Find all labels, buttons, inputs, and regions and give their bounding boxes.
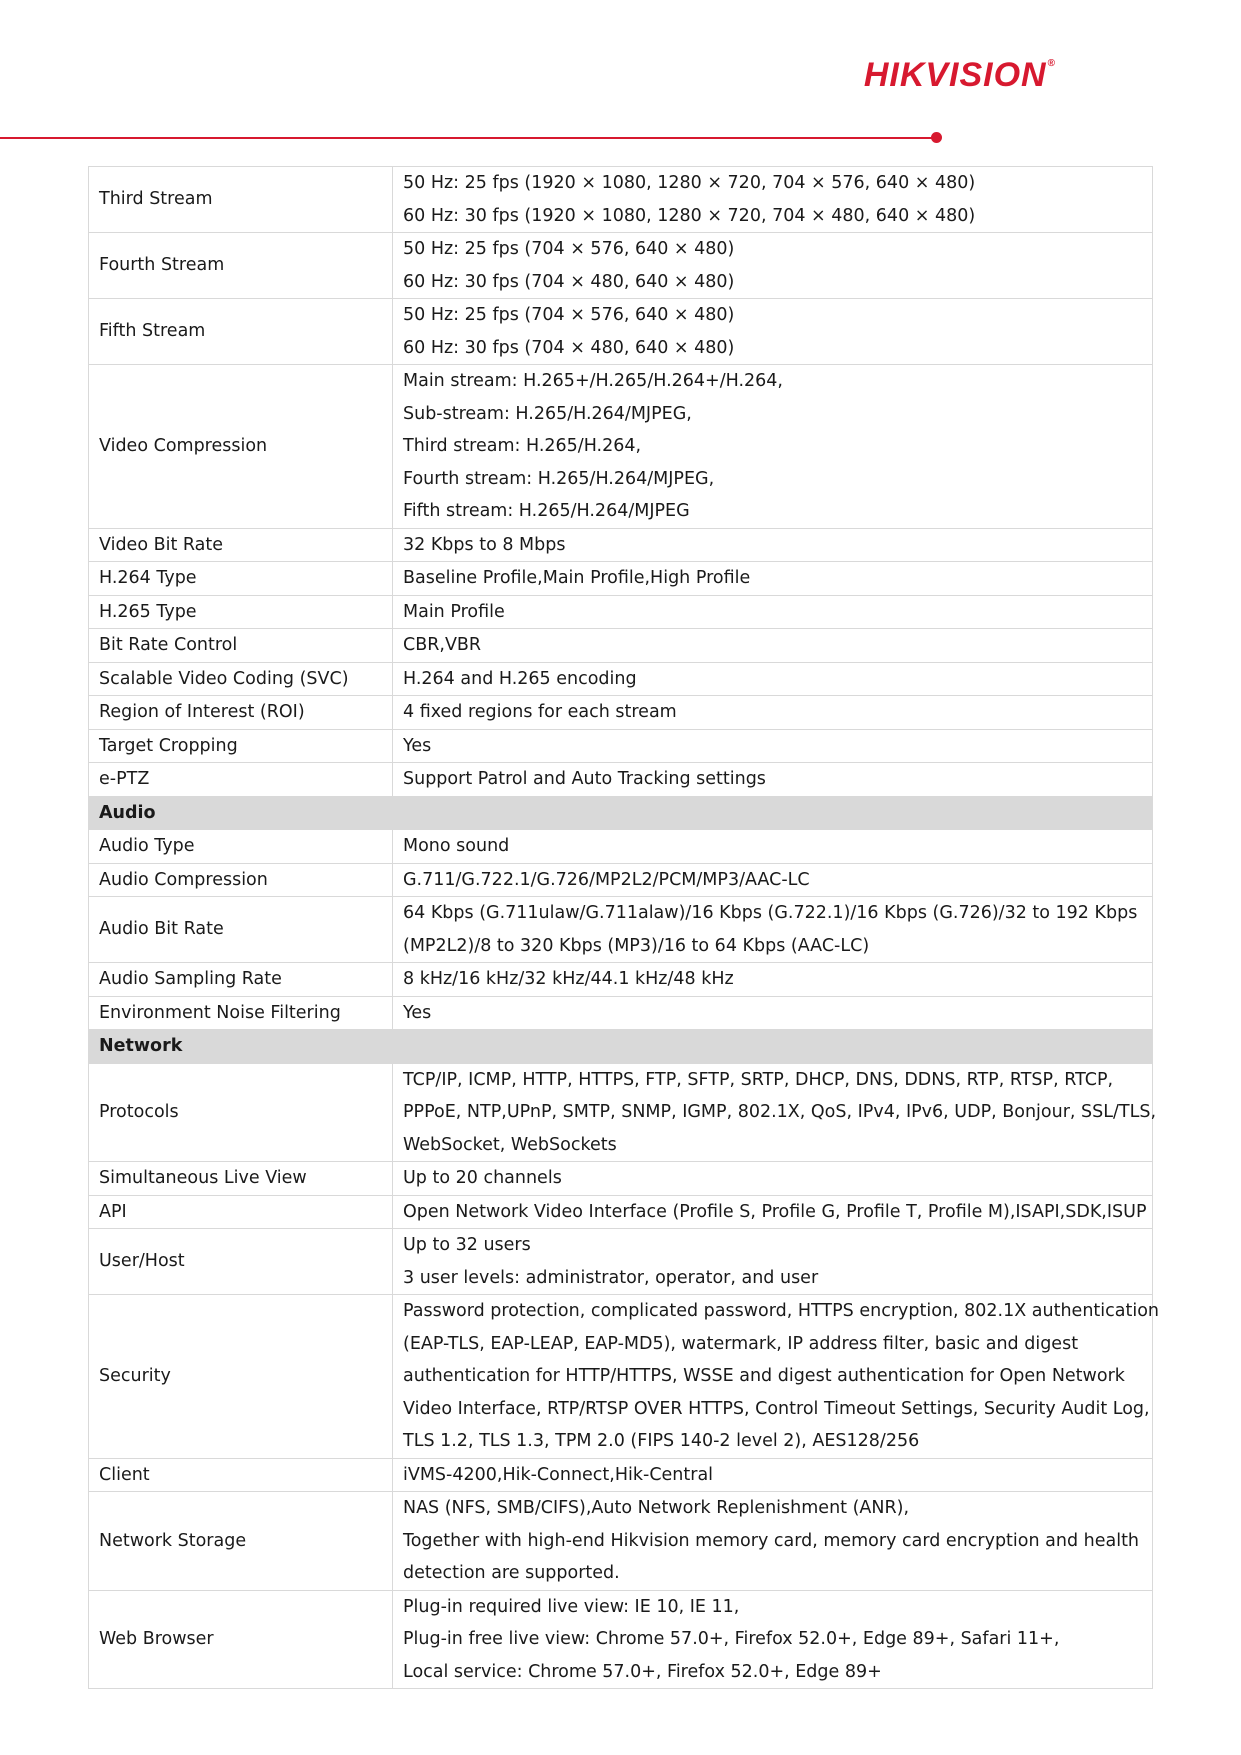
spec-row: [89, 629, 1153, 663]
spec-value: [393, 1492, 1153, 1591]
spec-row: [89, 299, 1153, 365]
spec-row: [89, 963, 1153, 997]
section-title: Audio: [89, 796, 1153, 830]
spec-row: [89, 233, 1153, 299]
spec-row: [89, 1295, 1153, 1459]
spec-value-line: 60 Hz: 30 fps (1920 × 1080, 1280 × 720, 704 × 480, 640 × 480): [403, 205, 976, 226]
spec-value-line: CBR,VBR: [403, 635, 482, 655]
spec-row: [89, 528, 1153, 562]
spec-value-line: authentication for HTTP/HTTPS, WSSE and digest authentication for Open Network: [403, 1366, 1125, 1386]
spec-row: [89, 365, 1153, 529]
spec-value-line: Local service: Chrome 57.0+, Firefox 52.0+, Edge 89+: [403, 1661, 882, 1682]
hikvision-logo: [864, 56, 1055, 95]
header-divider: [0, 137, 934, 139]
registered-mark: ®: [1047, 58, 1056, 69]
spec-row: [89, 863, 1153, 897]
spec-label: Video Bit Rate: [89, 528, 393, 562]
spec-value: [393, 167, 1153, 233]
spec-label: Scalable Video Coding (SVC): [89, 662, 393, 696]
spec-value-line: 32 Kbps to 8 Mbps: [403, 534, 566, 555]
spec-label: Target Cropping: [89, 729, 393, 763]
spec-label: Simultaneous Live View: [89, 1162, 393, 1196]
spec-label: H.264 Type: [89, 562, 393, 596]
spec-value: [393, 696, 1153, 730]
section-header-row: [89, 1030, 1153, 1064]
spec-value: [393, 365, 1153, 529]
spec-value-line: 64 Kbps (G.711ulaw/G.711alaw)/16 Kbps (G.722.1)/16 Kbps (G.726)/32 to 192 Kbps: [403, 903, 1138, 923]
spec-value-line: iVMS-4200,Hik-Connect,Hik-Central: [403, 1464, 714, 1485]
spec-value: [393, 729, 1153, 763]
spec-value-line: Up to 32 users: [403, 1235, 531, 1255]
spec-label: H.265 Type: [89, 595, 393, 629]
spec-value-line: Yes: [403, 735, 432, 756]
spec-value-line: TLS 1.2, TLS 1.3, TPM 2.0 (FIPS 140-2 level 2), AES128/256: [403, 1431, 920, 1451]
spec-value-line: Up to 20 channels: [403, 1168, 562, 1188]
spec-value: [393, 1162, 1153, 1196]
spec-row: [89, 996, 1153, 1030]
spec-value: [393, 528, 1153, 562]
spec-value: [393, 629, 1153, 663]
spec-label: Security: [89, 1295, 393, 1459]
spec-value: [393, 830, 1153, 864]
spec-value-line: Baseline Profile,Main Profile,High Profile: [403, 568, 751, 588]
spec-value-line: Sub-stream: H.265/H.264/MJPEG,: [403, 403, 692, 424]
brand-name: HIKVISION: [863, 56, 1047, 94]
spec-label: Video Compression: [89, 365, 393, 529]
spec-label: API: [89, 1195, 393, 1229]
spec-value-line: 8 kHz/16 kHz/32 kHz/44.1 kHz/48 kHz: [403, 969, 734, 989]
spec-value-line: NAS (NFS, SMB/CIFS),Auto Network Replenishment (ANR),: [403, 1498, 910, 1518]
spec-value: [393, 595, 1153, 629]
spec-value: [393, 299, 1153, 365]
spec-value-line: Fourth stream: H.265/H.264/MJPEG,: [403, 468, 715, 489]
spec-value: [393, 763, 1153, 797]
spec-label: Protocols: [89, 1063, 393, 1162]
spec-value: [393, 1229, 1153, 1295]
spec-value: [393, 233, 1153, 299]
spec-value-line: Open Network Video Interface (Profile S, Profile G, Profile T, Profile M),ISAPI,SDK,ISUP: [403, 1201, 1147, 1222]
spec-value-line: (EAP-TLS, EAP-LEAP, EAP-MD5), watermark, IP address filter, basic and digest: [403, 1333, 1079, 1354]
spec-value: [393, 863, 1153, 897]
spec-value-line: (MP2L2)/8 to 320 Kbps (MP3)/16 to 64 Kbps (AAC-LC): [403, 935, 870, 956]
spec-value: [393, 963, 1153, 997]
spec-value-line: Mono sound: [403, 836, 510, 856]
spec-value: [393, 1295, 1159, 1459]
spec-value-line: Together with high-end Hikvision memory card, memory card encryption and health: [403, 1530, 1140, 1551]
spec-row: [89, 1492, 1153, 1591]
spec-row: [89, 696, 1153, 730]
spec-label: Audio Compression: [89, 863, 393, 897]
spec-value: [393, 1590, 1153, 1689]
spec-value-line: 50 Hz: 25 fps (704 × 576, 640 × 480): [403, 305, 735, 325]
spec-label: Environment Noise Filtering: [89, 996, 393, 1030]
spec-row: [89, 1162, 1153, 1196]
spec-value-line: Yes: [403, 1002, 432, 1023]
spec-label: Fourth Stream: [89, 233, 393, 299]
spec-label: Audio Type: [89, 830, 393, 864]
spec-value-line: Password protection, complicated password, HTTPS encryption, 802.1X authentication: [403, 1301, 1159, 1321]
spec-row: [89, 1229, 1153, 1295]
spec-label: Third Stream: [89, 167, 393, 233]
spec-row: [89, 1458, 1153, 1492]
spec-label: Client: [89, 1458, 393, 1492]
spec-value-line: 60 Hz: 30 fps (704 × 480, 640 × 480): [403, 337, 735, 358]
spec-value-line: H.264 and H.265 encoding: [403, 668, 637, 689]
spec-value-line: Main Profile: [403, 601, 505, 622]
spec-label: Audio Bit Rate: [89, 897, 393, 963]
spec-value-line: TCP/IP, ICMP, HTTP, HTTPS, FTP, SFTP, SRTP, DHCP, DNS, DDNS, RTP, RTSP, RTCP,: [403, 1069, 1114, 1090]
spec-value-line: 3 user levels: administrator, operator, and user: [403, 1267, 819, 1288]
spec-label: Web Browser: [89, 1590, 393, 1689]
spec-row: [89, 1063, 1153, 1162]
spec-value-line: 4 fixed regions for each stream: [403, 702, 677, 722]
spec-value-line: 50 Hz: 25 fps (704 × 576, 640 × 480): [403, 239, 735, 259]
spec-row: [89, 897, 1153, 963]
spec-value: [393, 897, 1153, 963]
spec-label: Network Storage: [89, 1492, 393, 1591]
section-title: Network: [89, 1030, 1153, 1064]
spec-value-line: Support Patrol and Auto Tracking settings: [403, 769, 766, 789]
spec-value-line: 60 Hz: 30 fps (704 × 480, 640 × 480): [403, 271, 735, 292]
spec-label: Audio Sampling Rate: [89, 963, 393, 997]
spec-row: [89, 763, 1153, 797]
spec-label: Fifth Stream: [89, 299, 393, 365]
section-header-row: [89, 796, 1153, 830]
spec-value-line: Main stream: H.265+/H.265/H.264+/H.264,: [403, 371, 783, 391]
spec-value: [393, 562, 1153, 596]
spec-value-line: PPPoE, NTP,UPnP, SMTP, SNMP, IGMP, 802.1X, QoS, IPv4, IPv6, UDP, Bonjour, SSL/TLS,: [403, 1102, 1157, 1122]
spec-value-line: G.711/G.722.1/G.726/MP2L2/PCM/MP3/AAC-LC: [403, 869, 810, 890]
spec-row: [89, 729, 1153, 763]
spec-value-line: Plug-in required live view: IE 10, IE 11,: [403, 1596, 740, 1617]
spec-row: [89, 595, 1153, 629]
spec-row: [89, 662, 1153, 696]
spec-value: [393, 1458, 1153, 1492]
specification-table: [88, 166, 1159, 1689]
spec-label: e-PTZ: [89, 763, 393, 797]
spec-row: [89, 1195, 1153, 1229]
spec-label: Bit Rate Control: [89, 629, 393, 663]
spec-value-line: Video Interface, RTP/RTSP OVER HTTPS, Control Timeout Settings, Security Audit Log,: [403, 1398, 1150, 1419]
spec-value: [393, 996, 1153, 1030]
spec-value-line: 50 Hz: 25 fps (1920 × 1080, 1280 × 720, 704 × 576, 640 × 480): [403, 173, 976, 193]
spec-value-line: detection are supported.: [403, 1563, 620, 1583]
spec-value-line: Plug-in free live view: Chrome 57.0+, Firefox 52.0+, Edge 89+, Safari 11+,: [403, 1629, 1060, 1649]
spec-label: Region of Interest (ROI): [89, 696, 393, 730]
spec-row: [89, 562, 1153, 596]
spec-row: [89, 1590, 1153, 1689]
spec-row: [89, 830, 1153, 864]
spec-value: [393, 1195, 1153, 1229]
spec-row: [89, 167, 1153, 233]
spec-value-line: WebSocket, WebSockets: [403, 1134, 617, 1155]
spec-value-line: Third stream: H.265/H.264,: [403, 436, 642, 456]
spec-value: [393, 1063, 1157, 1162]
spec-label: User/Host: [89, 1229, 393, 1295]
header-divider-dot: [931, 132, 942, 143]
spec-value: [393, 662, 1153, 696]
spec-value-line: Fifth stream: H.265/H.264/MJPEG: [403, 501, 690, 521]
